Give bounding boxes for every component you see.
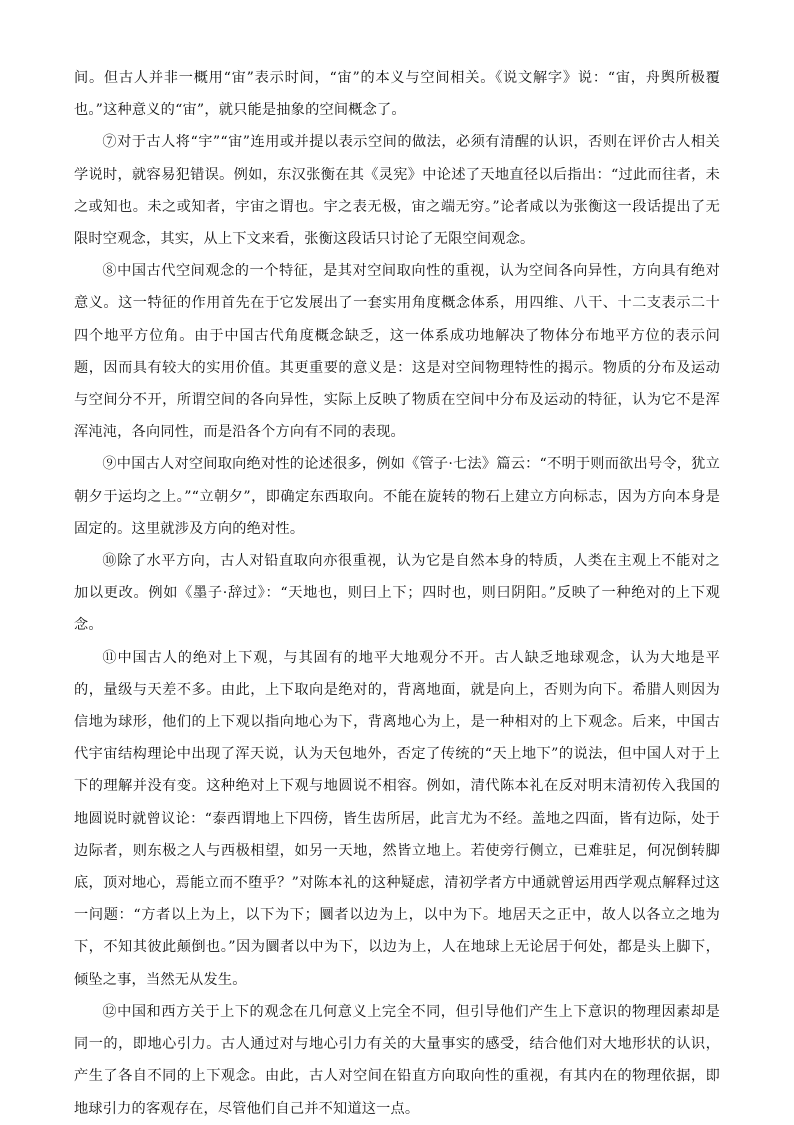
paragraph-8: ⑧中国古代空间观念的一个特征，是其对空间取向性的重视，认为空间各向异性，方向具有绝对意义。这一特征的作用首先在于它发展出了一套实用角度概念体系，用四维、八干、十二支表示二十四个地平方位角。由于中国古代角度概念缺乏，这一体系成功地解决了物体分布地平方位的表示问题，因而具有较大的实用价值。其更重要的意义是：这是对空间物理特性的揭示。物质的分布及运动与空间分不开，所谓空间的各向异性，实际上反映了物质在空间中分布及运动的特征，认为它不是浑浑沌沌，各向同性，而是沿各个方向有不同的表现。 — [74, 263, 720, 441]
paragraph-7: ⑦对于古人将“宇”“宙”连用或并提以表示空间的做法，必须有清醒的认识，否则在评价古人相关学说时，就容易犯错误。例如，东汉张衡在其《灵宪》中论述了天地直径以后指出：“过此而往者，未之或知也。未之或知者，宇宙之谓也。宇之表无极，宙之端无穷。”论者咸以为张衡这一段话提出了无限时空观念，其实，从上下文来看，张衡这段话只讨论了无限空间观念。 — [74, 134, 720, 248]
paragraph-10: ⑩除了水平方向，古人对铅直取向亦很重视，认为它是自然本身的特质，人类在主观上不能对之加以更改。例如《墨子·辞过》：“天地也，则曰上下；四时也，则曰阴阳。”反映了一种绝对的上下观念。 — [74, 553, 720, 634]
paragraph-11: ⑪中国古人的绝对上下观，与其固有的地平大地观分不开。古人缺乏地球观念，认为大地是平的，量级与天差不多。由此，上下取向是绝对的，背离地面，就是向上，否则为向下。希腊人则因为信地为球形，他们的上下观以指向地心为下，背离地心为上，是一种相对的上下观念。后来，中国古代宇宙结构理论中出现了浑天说，认为天包地外，否定了传统的“天上地下”的说法，但中国人对于上下的理解并没有变。这种绝对上下观与地圆说不相容。例如，清代陈本礼在反对明末清初传入我国的地圆说时就曾议论：“泰西谓地上下四傍，皆生齿所居，此言尤为不经。盖地之四面，皆有边际，处于边际者，则东极之人与西极相望，如另一天地，然皆立地上。若使旁行侧立，已难驻足，何况倒转脚底，顶对地心，焉能立而不堕乎？”对陈本礼的这种疑虑，清初学者方中通就曾运用西学观点解释过这一问题：“方者以上为上，以下为下；圜者以边为上，以中为下。地居天之正中，故人以各立之地为下，不知其彼此颠倒也。”因为圜者以中为下，以边为上，人在地球上无论居于何处，都是头上脚下，倾坠之事，当然无从发生。 — [74, 649, 720, 988]
document-page — [74, 62, 720, 1125]
paragraph-9: ⑨中国古人对空间取向绝对性的论述很多，例如《管子·七法》篇云：“不明于则而欲出号令，犹立朝夕于运均之上。”“立朝夕”，即确定东西取向。不能在旋转的物石上建立方向标志，因为方向本身是固定的。这里就涉及方向的绝对性。 — [74, 456, 720, 537]
paragraph-continuation: 间。但古人并非一概用“宙”表示时间，“宙”的本义与空间相关。《说文解字》说：“宙，舟舆所极覆也。”这种意义的“宙”，就只能是抽象的空间概念了。 — [74, 70, 720, 119]
paragraph-12: ⑫中国和西方关于上下的观念在几何意义上完全不同，但引导他们产生上下意识的物理因素却是同一的，即地心引力。古人通过对与地心引力有关的大量事实的感受，结合他们对大地形状的认识，产生了各自不同的上下观念。由此，古人对空间在铅直方向取向性的重视，有其内在的物理依据，即地球引力的客观存在，尽管他们自己并不知道这一点。 — [74, 1003, 720, 1117]
